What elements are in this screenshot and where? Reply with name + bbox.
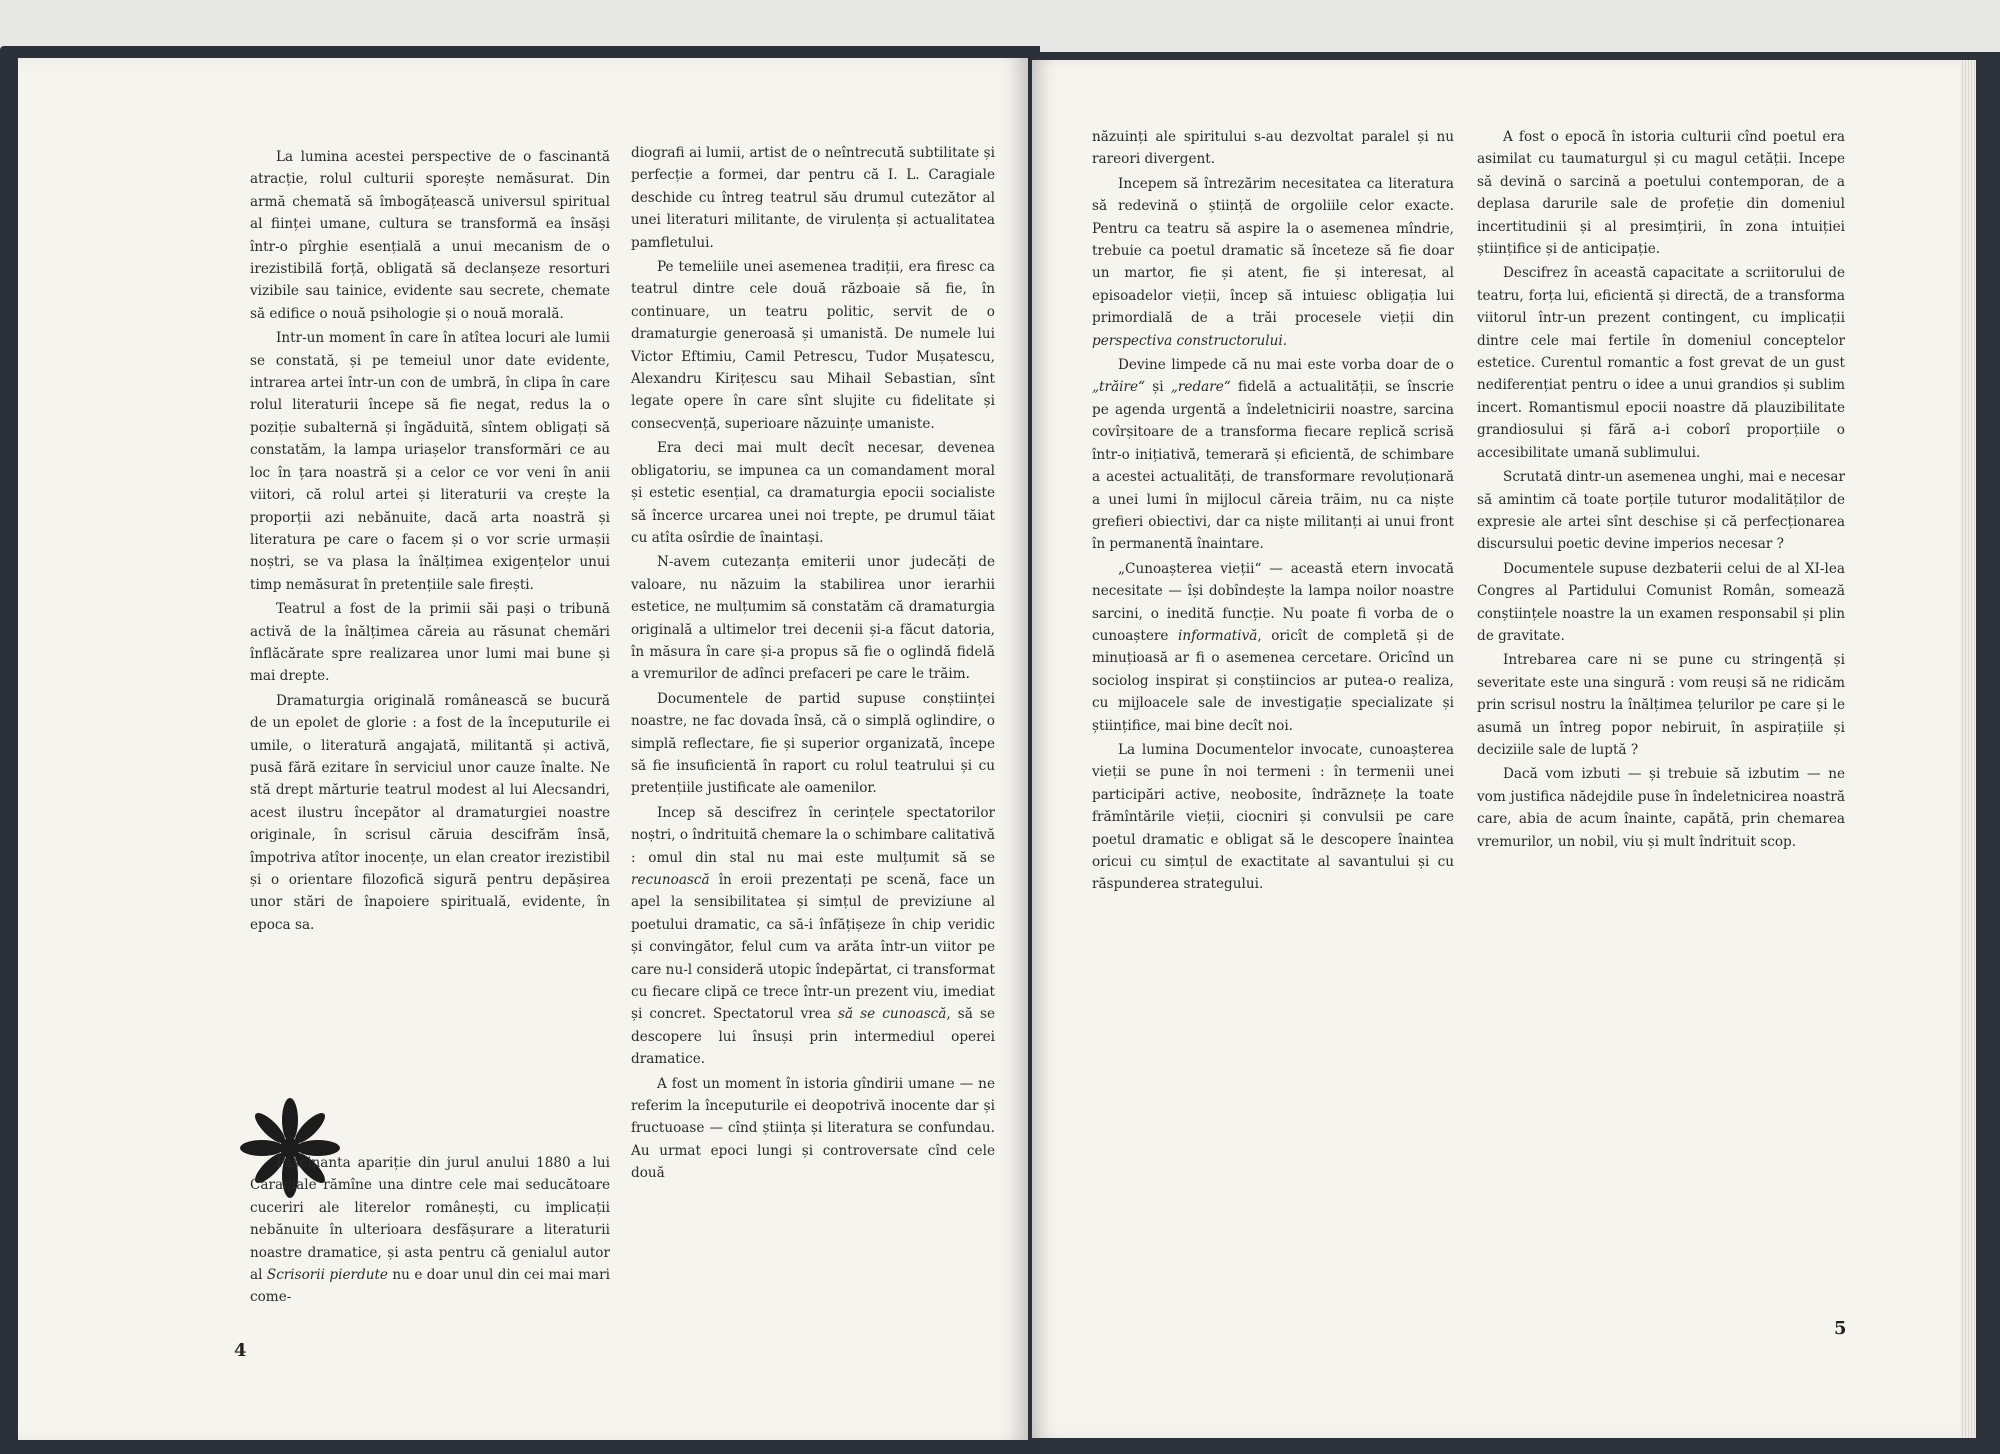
paragraph-emphasis: informativă: [1177, 627, 1258, 644]
left-page-column-2: [631, 142, 995, 1187]
paragraph-title-emphasis: Scrisorii pierdute: [266, 1267, 388, 1284]
paragraph: Pe temeliile unei asemenea tradiții, era firesc ca teatrul dintre cele două războaie să fie, în continuare, un teatru politic, servit de o dramaturgie generoasă și umanistă. De numele lui Victor Eftimiu, Camil Petrescu, Tudor Mușatescu, Alexandru Kirițescu sau Mihail Sebastian, sînt legate opere în care sînt slujite cu fidelitate și consecvență, superioare năzuințe umaniste.: [631, 259, 995, 432]
paragraph: Descifrez în această capacitate a scriitorului de teatru, forța lui, eficientă și directă, de a transforma viitorul într-un prezent contingent, cu implicații dintre cele mai fertile în domeniul conceptelor estetice. Curentul romantic a fost grevat de un gust nediferențiat pentru o idee a unui grandios și sublim incert. Romantismul epocii noastre dă plauzibilitate grandiosului și fără a-i coborî proporțiile o accesibilitate umană sublimului.: [1477, 265, 1845, 461]
paragraph-text: fidelă a actualității, se înscrie pe agenda urgentă a îndeletnicirii noastre, sarcina covîrșitoare de a transforma fiecare replică scrisă într-o inițiativă, temerară și eficientă, de schimbare a acestei actualități, de transformare revoluționară a unei lumi în mijlocul căreia trăim, nu ca niște grefieri obiectivi, dar ca niște militanți ai unui front în permanentă înaintare.: [1092, 379, 1454, 553]
paragraph: Dacă vom izbuti — și trebuie să izbutim — ne vom justifica nădejdile puse în îndeletnicirea noastră care, abia de acum înainte, capătă, prin chemarea vremurilor, un nobil, viu și mult îndrituit scop.: [1477, 766, 1845, 850]
left-page-column-1-bottom: [250, 1152, 610, 1311]
paragraph-text: și: [1144, 379, 1171, 396]
left-page: [18, 58, 1028, 1440]
paragraph: [1092, 173, 1454, 352]
paragraph: La lumina acestei perspective de o fascinantă atracție, rolul culturii sporește nemăsurat. Din armă chemată să îmbogățească universul spiritual al ființei umane, cultura se transformă ea însăși într-o pîrghie esențială a unui mecanism de o irezistibilă forță, obligată să declanșeze resorturi vizibile sau tainice, evidente sau secrete, chemate să edifice o nouă psihologie și o nouă morală.: [250, 149, 610, 322]
paragraph-text: , să se descopere lui însuși prin intermediul operei dramatice.: [631, 1006, 995, 1068]
paragraph: Intrebarea care ni se pune cu stringență și severitate este una singură : vom reuși să ne ridicăm prin scrisul nostru la înălțimea țelurilor pe care și le asumă un întreg popor nebiruit, în aspirațiile și deciziile sale de luptă ?: [1477, 652, 1845, 758]
paragraph: Era deci mai mult decît necesar, devenea obligatoriu, se impunea ca un comandament moral și estetic esențial, ca dramaturgia epocii socialiste să încerce urcarea unei noi trepte, pe drumul tăiat cu atîta osîrdie de înaintași.: [631, 440, 995, 546]
paragraph-emphasis: recunoască: [631, 872, 710, 888]
right-page: [1032, 60, 1976, 1438]
paragraph-emphasis: perspectiva constructorului.: [1092, 332, 1288, 349]
paragraph: Dramaturgia originală românească se bucură de un epolet de glorie : a fost de la începuturile ei umile, o literatură angajată, militantă și activă, pusă fără ezitare în serviciul unor cauze înalte. Ne stă drept mărturie teatrul modest al lui Alecsandri, acest ilustru începător al dramaturgiei noastre originale, în scrisul căruia descifrăm însă, împotriva atîtor inocențe, un elan creator irezistibil și o orientare filozofică sigură pentru depășirea unor stări de înapoiere spirituală, evidente, în epoca sa.: [250, 692, 610, 933]
paragraph: diografi ai lumii, artist de o neîntrecută subtilitate și perfecție a formei, dar pentru că I. L. Caragiale deschide cu întreg teatrul său drumul cutezător al unei literaturi militante, de virulența și actualitatea pamfletului.: [631, 145, 995, 251]
paragraph-text: Incepem să întrezărim necesitatea ca literatura să redevină o știință de orgoliile celor exacte. Pentru ca teatru să aspire la o asemenea mîndrie, trebuie ca poetul dramatic să înceteze să fie doar un martor, fie și atent, fie și interesat, al episoadelor vieții, încep să intuiesc obligația lui primordială de a trăi procesele vieții din: [1092, 175, 1454, 327]
left-page-column-1: [250, 146, 610, 938]
page-edges: [1960, 60, 1976, 1438]
paragraph: Teatrul a fost de la primii săi pași o tribună activă de la înălțimea căreia au răsunat chemări înflăcărate spre realizarea unor lumi mai bune și mai drepte.: [250, 601, 610, 685]
paragraph-emphasis: „trăire“: [1092, 379, 1145, 396]
paragraph-emphasis: „redare“: [1170, 379, 1231, 396]
paragraph: N-avem cutezanța emiterii unor judecăți de valoare, nu năzuim la stabilirea unor ierarhii estetice, ne mulțumim să constatăm că dramaturgia originală a ultimelor trei decenii și-a făcut datoria, în măsura în care și-a propus să fie o oglindă fidelă a vremurilor de adînci prefaceri pe care le trăim.: [631, 554, 995, 683]
page-number-right: 5: [1834, 1318, 1847, 1339]
paragraph: Documentele supuse dezbaterii celui de al XI-lea Congres al Partidului Comunist Român, somează conștiințele noastre la un examen responsabil și plin de gravitate.: [1477, 560, 1845, 644]
paragraph-text: , oricît de completă și de minuțioasă ar fi o asemenea cercetare. Oricînd un sociolog inspirat și conștiincios ar putea-o realiza, cu mijloacele sale de investigație specializate și științifice, mai bine decît noi.: [1092, 627, 1455, 734]
paragraph-text: Fascinanta apariție din jurul anului 1880 a lui Caragiale rămîne una dintre cele mai seducătoare cuceriri ale literelor românești, cu implicații nebănuite în ulterioara desfășurare a literaturii noastre dramatice, și asta pentru că genialul autor al: [250, 1155, 610, 1284]
right-page-column-2: [1477, 126, 1845, 855]
paragraph: Documentele de partid supuse conștiinței noastre, ne fac dovada însă, că o simplă oglindire, o simplă reflectare, fie și superior organizată, începe să fie insuficientă în raport cu rolul teatrului și cu pretențiile justificate ale oamenilor.: [631, 690, 995, 797]
paragraph-emphasis: să se cunoască: [838, 1006, 947, 1023]
right-page-column-1: [1092, 126, 1454, 898]
paragraph: [631, 802, 995, 1071]
paragraph-text: în eroii prezentați pe scenă, face un apel la sensibilitatea și simțul de previziune al poetului dramatic, ca să-i înfățișeze în chip veridic și convingător, felul cum va arăta într-un viitor pe care nu-l consideră utopic îndepărtat, ci transformat cu fiecare clipă ce trece într-un prezent viu, imediat și concret. Spectatorul vrea: [631, 872, 995, 1023]
paragraph-text: Incep să descifrez în cerințele spectatorilor noștri, o îndrituită chemare la o schimbare calitativă : omul din stal nu mai este mulțumit să se: [631, 804, 995, 866]
paragraph: A fost un moment în istoria gîndirii umane — ne referim la începuturile ei deopotrivă inocente dar și fructuoase — cînd știința și literatura se confundau. Au urmat epoci lungi și controversate cînd cele două: [631, 1075, 995, 1182]
paragraph: [1092, 354, 1454, 556]
paragraph: La lumina Documentelor invocate, cunoașterea vieții se pune în noi termeni : în termenii unei participări active, neobosite, îndrăznețe la toate frămîntările vieții, ciocniri și convulsii pe care poetul dramatic e obligat să le descopere înaintea oricui cu simțul de exactitate al savantului și cu răspunderea strategului.: [1092, 741, 1454, 893]
page-number-left: 4: [234, 1340, 247, 1361]
paragraph: A fost o epocă în istoria culturii cînd poetul era asimilat cu taumaturgul și cu magul cetății. Incepe să devină o sarcină a poetului contemporan, de a deplasa darurile sale de profeție din domeniul incertitudinii și al presimțirii, în zona intuiției științifice și de anticipație.: [1477, 129, 1845, 258]
paragraph-text: „Cunoașterea vieții“ — această etern invocată necesitate — își dobîndește la lampa noilor noastre sarcini, o inedită funcție. Nu poate fi vorba de o cunoaștere: [1092, 560, 1454, 644]
paragraph: [1092, 558, 1454, 737]
paragraph: [250, 1152, 610, 1309]
paragraph-text: nu e doar unul din cei mai mari come-: [250, 1267, 610, 1306]
paragraph: năzuinți ale spiritului s-au dezvoltat paralel și nu rareori divergent.: [1092, 129, 1454, 168]
paragraph: Scrutată dintr-un asemenea unghi, mai e necesar să amintim că toate porțile tuturor modalităților de expresie ale artei sînt deschise și că perfecționarea discursului poetic devine imperios necesar ?: [1477, 469, 1845, 553]
paragraph-text: Devine limpede că nu mai este vorba doar de o: [1118, 357, 1454, 374]
paragraph: Intr-un moment în care în atîtea locuri ale lumii se constată, și pe temeiul unor date evidente, intrarea artei într-un con de umbră, în clipa în care rolul literaturii începe să fie negat, redus la o poziție subalternă și îngăduită, sîntem obligați să constatăm, la lampa uriașelor transformări ce au loc în țara noastră și a celor ce vor veni în anii viitori, că rolul artei și literaturii va crește la proporții azi nebănuite, dacă arta noastră și literatura pe care o facem și o vor scrie urmașii noștri, se va plasa la înălțimea exigențelor unui timp nemăsurat în pretențiile sale firești.: [250, 330, 610, 593]
